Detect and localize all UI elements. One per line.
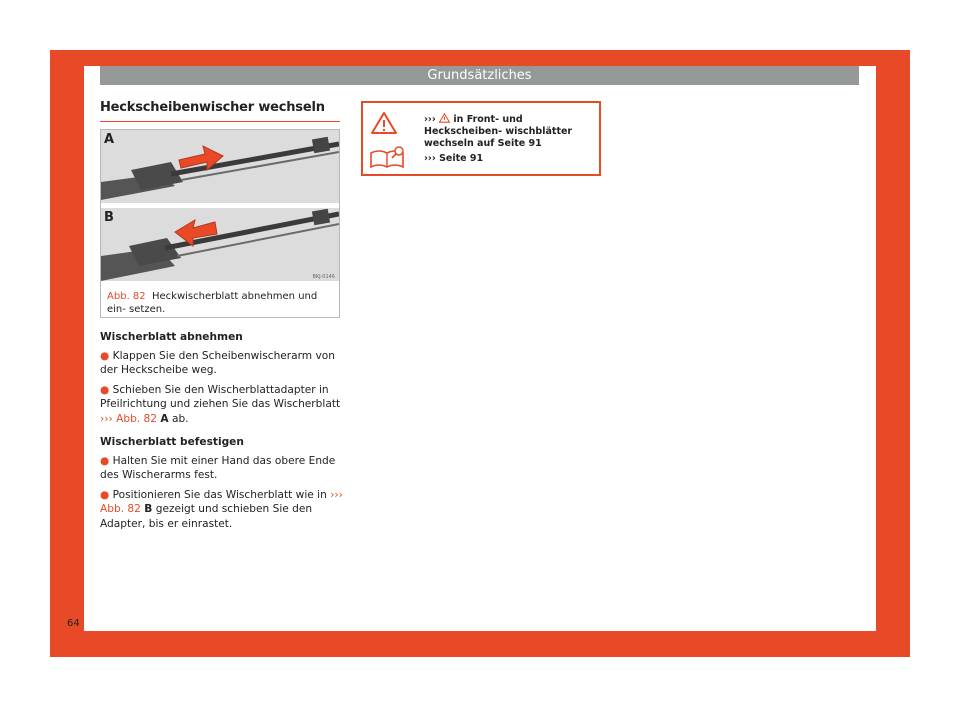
- warning-note[interactable]: ››› in Front- und Heckscheiben- wischblätter wechseln auf Seite 91: [424, 114, 573, 149]
- attach-step-1: ● Halten Sie mit einer Hand das obere Ende des Wischerarms fest.: [100, 454, 336, 481]
- figure-caption: [107, 290, 335, 316]
- wiper-illustration-a: [101, 130, 339, 203]
- figure-caption-text: Heckwischerblatt abnehmen und ein- setzen.: [107, 291, 318, 315]
- remove-step-1: ● Klappen Sie den Scheibenwischerarm von der Heckscheibe weg.: [100, 349, 335, 376]
- panel-label-b: B: [104, 210, 114, 225]
- wiper-illustration-b: [101, 208, 339, 281]
- remove-step-2: ● Schieben Sie den Wischerblattadapter in Pfeilrichtung und ziehen Sie das Wischerblatt ››› Abb. 82 A ab.: [100, 383, 341, 425]
- safety-notes-box: [361, 101, 601, 176]
- attach-step-2: ● Positionieren Sie das Wischerblatt wie in ››› Abb. 82 B gezeigt und schieben Sie den Adapter, bis er einrastet.: [100, 488, 343, 530]
- bullet-icon: ●: [100, 383, 110, 396]
- attach-heading: Wischerblatt befestigen: [100, 436, 244, 448]
- figure-panel-a: [101, 130, 339, 203]
- manual-reference[interactable]: ››› Seite 91: [424, 153, 484, 164]
- figure-link-b[interactable]: ››› Abb. 82: [100, 488, 343, 515]
- warning-small-icon: [439, 113, 450, 123]
- figure-code: BKJ-0146: [312, 274, 335, 280]
- bullet-icon: ●: [100, 454, 110, 467]
- remove-heading: Wischerblatt abnehmen: [100, 331, 243, 343]
- bullet-icon: ●: [100, 349, 110, 362]
- section-title: Heckscheibenwischer wechseln: [100, 100, 325, 115]
- manual-book-icon: [369, 145, 407, 171]
- bullet-icon: ●: [100, 488, 110, 501]
- warning-triangle-icon: [371, 111, 397, 135]
- chapter-header: Grundsätzliches: [100, 66, 859, 85]
- figure-panel-b: [101, 208, 339, 281]
- figure-link-a[interactable]: ››› Abb. 82: [100, 412, 158, 425]
- panel-label-a: A: [104, 132, 115, 147]
- page-number: 64: [67, 618, 80, 629]
- figure-82: [100, 129, 340, 318]
- figure-caption-ref: Abb. 82: [107, 291, 146, 302]
- section-divider: [100, 121, 340, 122]
- instructions: [100, 330, 345, 536]
